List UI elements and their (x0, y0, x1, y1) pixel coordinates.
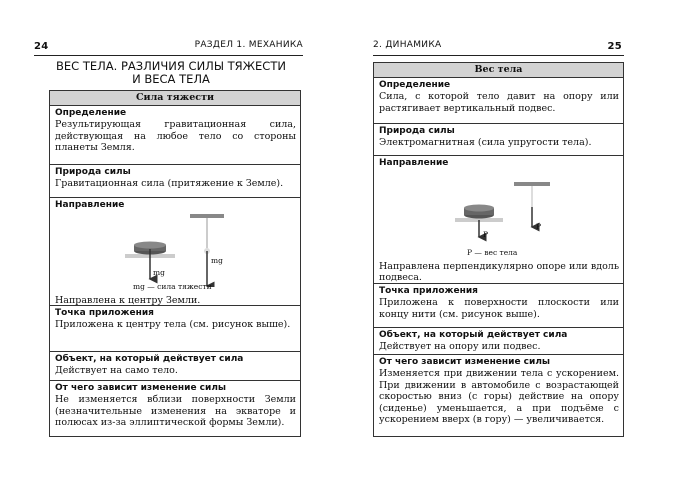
page-number: 24 (34, 41, 49, 52)
section-heading: Природа силы (55, 167, 131, 177)
section-heading: От чего зависит изменение силы (55, 383, 227, 393)
section-heading: Направление (379, 158, 449, 168)
figure-caption: P — вес тела (467, 248, 518, 257)
weight-figure (379, 169, 619, 253)
application-point-section (374, 284, 623, 328)
figure-caption: mg — сила тяжести (133, 282, 212, 291)
section-text: Направлена к центру Земли. (55, 294, 201, 306)
section-heading: Направление (55, 200, 125, 210)
section-heading: Определение (55, 108, 127, 118)
definition-section (50, 106, 300, 165)
definition-section (374, 78, 623, 124)
ceiling-mount (190, 214, 224, 218)
section-heading: От чего зависит изменение силы (379, 357, 551, 367)
table-header: Вес тела (374, 63, 623, 78)
object-section (50, 352, 300, 381)
section-heading: Точка приложения (55, 308, 154, 318)
vector-label: P (483, 230, 489, 239)
section-text: Электромагнитная (сила упругости тела). (379, 137, 592, 148)
section-heading: Объект, на который действует сила (379, 330, 568, 340)
section-heading: Точка приложения (379, 286, 478, 296)
weight-diagram (379, 169, 620, 253)
ceiling-mount (514, 182, 550, 186)
running-head: 2. ДИНАМИКА (373, 40, 442, 50)
section-text: Результирующая гравитационная сила, действующая на любое тело со стороны планеты Земля. (55, 119, 296, 153)
section-text: Приложена к поверхности плоскости или концу нити (см. рисунок выше). (379, 297, 619, 320)
gravity-table (49, 90, 301, 437)
table-header: Сила тяжести (50, 91, 300, 106)
gravity-figure (55, 211, 296, 287)
weight-table (373, 62, 624, 437)
section-text: Гравитационная сила (притяжение к Земле). (55, 178, 284, 189)
header-rule (34, 55, 303, 56)
title-line: ВЕС ТЕЛА. РАЗЛИЧИЯ СИЛЫ ТЯЖЕСТИ (56, 59, 286, 73)
right-page (337, 0, 674, 485)
gravity-diagram (55, 211, 297, 287)
section-text: Сила, с которой тело давит на опору или растягивает вертикальный подвес. (379, 91, 619, 114)
vector-label: mg (211, 256, 223, 265)
running-head: РАЗДЕЛ 1. МЕХАНИКА (194, 40, 303, 50)
application-point-section (50, 306, 300, 352)
depends-section (374, 355, 623, 438)
weight-on-support (134, 242, 166, 249)
object-section (374, 328, 623, 355)
title-line: И ВЕСА ТЕЛА (132, 72, 210, 86)
section-text: Приложена к центру тела (см. рисунок выше). (55, 319, 291, 330)
section-heading: Объект, на который действует сила (55, 354, 244, 364)
vector-label: mg (153, 268, 165, 277)
section-heading: Природа силы (379, 126, 455, 136)
weight-on-support (464, 205, 494, 212)
section-text: Направлена перпендикулярно опоре или вдоль подвеса. (379, 260, 619, 283)
header-rule (373, 55, 624, 56)
page-number: 25 (607, 41, 622, 52)
section-text: Действует на опору или подвес. (379, 341, 541, 352)
section-text: Действует на само тело. (55, 365, 178, 376)
section-text: Не изменяется вблизи поверхности Земли (незначительные изменения на экваторе и полюсах из-за эллиптической формы Земли). (55, 394, 296, 428)
direction-section (50, 198, 300, 306)
page-title (48, 60, 294, 86)
nature-section (50, 165, 300, 198)
section-heading: Определение (379, 80, 451, 90)
direction-section (374, 156, 623, 284)
vector-label: P (536, 222, 542, 231)
depends-section (50, 381, 300, 451)
section-text: Изменяется при движении тела с ускорением. При движении в автомобиле с возрастающей скоростью вниз (с горы) действие на опору (сиденье) уменьшается, а при подъёме с ускорением вверх (в гору) — увеличивается. (379, 368, 619, 425)
nature-section (374, 124, 623, 156)
